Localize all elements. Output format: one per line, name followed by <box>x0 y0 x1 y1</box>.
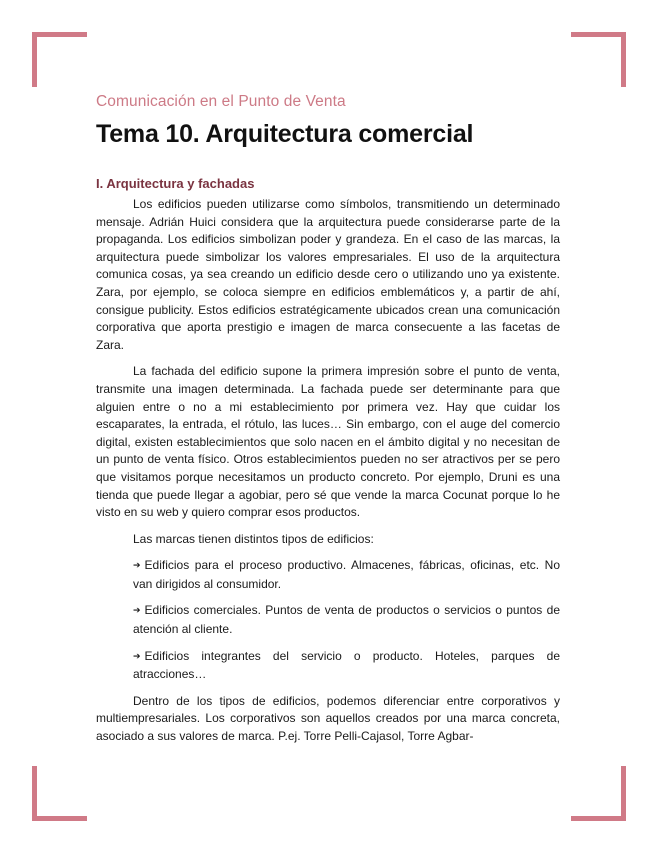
list-item-text: Edificios comerciales. Puntos de venta de productos o servicios o puntos de atención al cliente. <box>133 603 560 637</box>
paragraph-1: Los edificios pueden utilizarse como símbolos, transmitiendo un determinado mensaje. Adrián Huici considera que la arquitectura puede considerarse parte de la propaganda. Los edificios simbolizan poder y grandeza. En el caso de las marcas, la arquitectura puede simbolizar los valores empresariales. El uso de la arquitectura comunica cosas, ya sea creando un edificio desde cero o utilizando uno ya existente. Zara, por ejemplo, se coloca siempre en edificios emblemáticos y, a partir de ahí, consigue publicity. Estos edificios estratégicamente ubicados crean una comunicación corporativa que aporta prestigio e imagen de marca consecuente a las facetas de Zara. <box>96 197 560 352</box>
section-heading: I. Arquitectura y fachadas <box>96 176 255 191</box>
arrow-icon: ➔ <box>133 650 141 661</box>
page-title: Tema 10. Arquitectura comercial <box>96 120 474 148</box>
arrow-icon: ➔ <box>133 605 141 616</box>
paragraph-3: Las marcas tienen distintos tipos de edificios: <box>133 531 374 546</box>
corner-mark-bottom-right <box>571 766 626 821</box>
list-item <box>133 557 560 593</box>
course-subject: Comunicación en el Punto de Venta <box>96 93 346 110</box>
paragraph-2: La fachada del edificio supone la primera impresión sobre el punto de venta, transmite una imagen determinada. La fachada puede ser determinante para que alguien entre o no a mi establecimiento por primera vez. Hay que cuidar los escaparates, la entrada, el rótulo, las luces… Sin embargo, con el auge del comercio digital, existen establecimientos que solo nacen en el ámbito digital y no necesitan de un punto de venta físico. Otros establecimientos pueden no ser atractivos per se pero que visitamos porque necesitamos un producto concreto. Por ejemplo, Druni es una tienda que puede llegar a agobiar, pero sé que vende la marca Cocunat porque lo he visto en su web y quiero comprar esos productos. <box>96 364 560 520</box>
arrow-icon: ➔ <box>133 560 141 571</box>
list-item <box>133 648 560 684</box>
paragraph-4: Dentro de los tipos de edificios, podemos diferenciar entre corporativos y multiempresariales. Los corporativos son aquellos creados por una marca concreta, asociado a sus valores de marca. P.ej. Torre Pelli-Cajasol, Torre Agbar- <box>96 693 560 744</box>
page-content <box>96 92 560 746</box>
corner-mark-top-right <box>571 32 626 87</box>
corner-mark-bottom-left <box>32 766 87 821</box>
corner-mark-top-left <box>32 32 87 87</box>
list-item <box>133 602 560 638</box>
list-item-text: Edificios para el proceso productivo. Almacenes, fábricas, oficinas, etc. No van dirigidos al consumidor. <box>133 558 560 591</box>
list-item-text: Edificios integrantes del servicio o producto. Hoteles, parques de atracciones… <box>133 648 560 682</box>
